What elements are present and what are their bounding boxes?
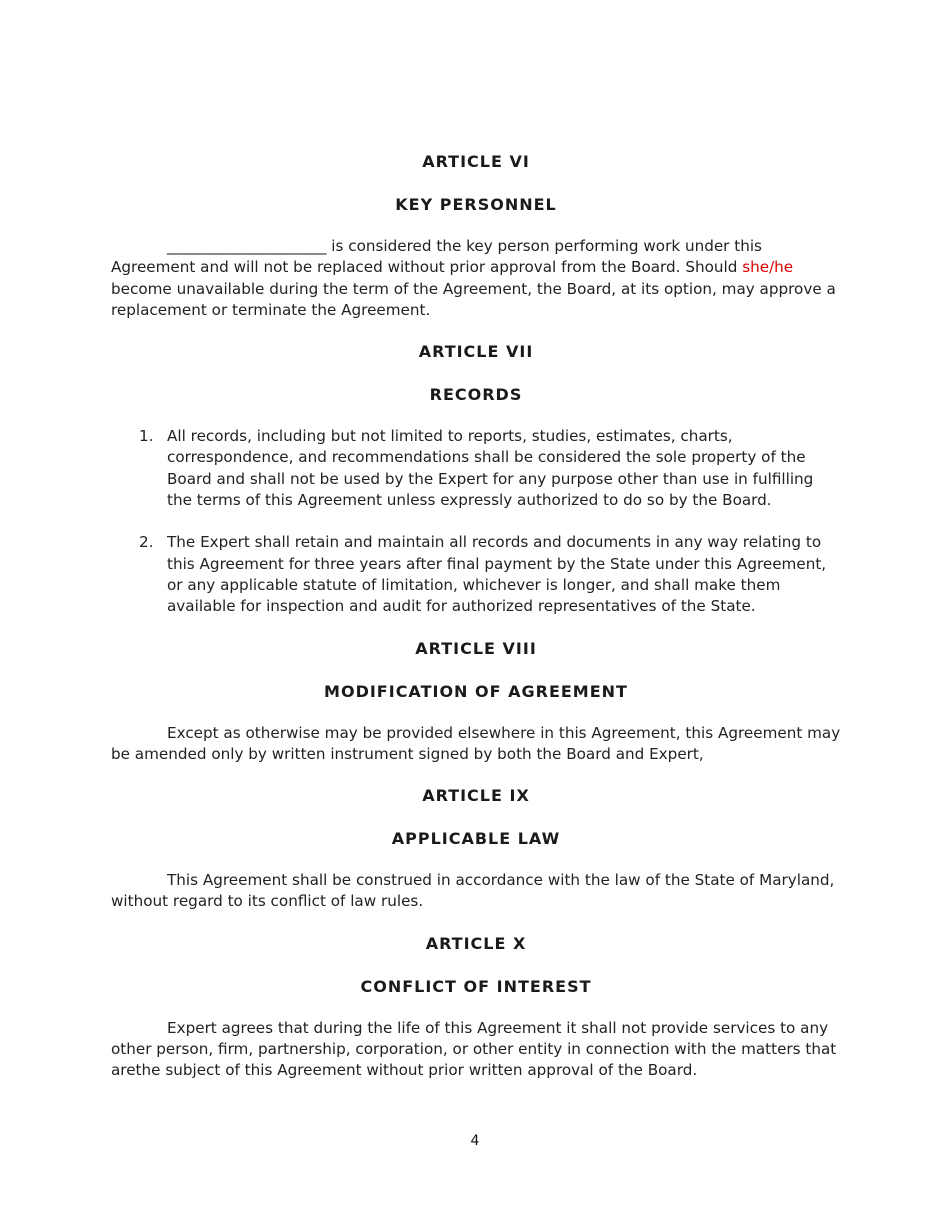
article-9-paragraph: This Agreement shall be construed in accordance with the law of the State of Maryland, without regard to its conflict of law rules. bbox=[111, 871, 835, 911]
article-6-title: KEY PERSONNEL bbox=[395, 195, 557, 214]
list-item-number: 1. bbox=[139, 427, 154, 446]
article-7-heading: ARTICLE VII bbox=[418, 342, 534, 362]
article-8-title: MODIFICATION OF AGREEMENT bbox=[324, 681, 628, 701]
article-9-section bbox=[111, 784, 841, 913]
article-6-text-part-1: is considered the key person performing work under this Agreement and will not be replaced without prior approval from the Board. Should bbox=[111, 237, 762, 277]
page-number: 4 bbox=[470, 1133, 480, 1149]
records-list bbox=[111, 426, 841, 617]
article-9-title: APPLICABLE LAW bbox=[391, 829, 561, 849]
article-10-heading: ARTICLE X bbox=[425, 933, 527, 953]
list-item-text: All records, including but not limited to reports, studies, estimates, charts, correspondence, and recommendations shall be considered the sole property of the Board and shall not be used by the Expert for any purpose other than use in fulfilling the terms of this Agreement unless expressly authorized to do so by the Board. bbox=[167, 427, 814, 510]
article-10-paragraph: Expert agrees that during the life of this Agreement it shall not provide services to any other person, firm, partnership, corporation, or other entity in connection with the matters that arethe subject of this Agreement without prior written approval of the Board. bbox=[111, 1018, 837, 1080]
article-6-heading: ARTICLE VI bbox=[422, 152, 530, 171]
article-7-title: RECORDS bbox=[429, 385, 523, 405]
article-8-section bbox=[111, 637, 841, 766]
article-7-section bbox=[111, 340, 841, 617]
article-6-text-part-2: become unavailable during the term of the Agreement, the Board, at its option, may approve a replacement or terminate the Agreement. bbox=[111, 279, 836, 319]
key-person-blank: _____________________ bbox=[167, 237, 327, 255]
article-6-section bbox=[111, 150, 841, 321]
article-10-title: CONFLICT OF INTEREST bbox=[360, 976, 592, 996]
records-list-item bbox=[111, 426, 841, 511]
article-9-heading: ARTICLE IX bbox=[422, 786, 530, 806]
list-item-text: The Expert shall retain and maintain all records and documents in any way relating to this Agreement for three years after final payment by the State under this Agreement, or any applicable statute of limitation, whichever is longer, and shall make them available for inspection and audit for authorized representatives of the State. bbox=[167, 533, 827, 616]
article-8-heading: ARTICLE VIII bbox=[415, 638, 537, 658]
article-6-paragraph bbox=[111, 236, 841, 321]
article-8-paragraph: Except as otherwise may be provided elsewhere in this Agreement, this Agreement may be amended only by written instrument signed by both the Board and Expert, bbox=[111, 723, 841, 763]
list-item-number: 2. bbox=[139, 533, 154, 552]
pronoun-highlight: she/he bbox=[742, 258, 794, 277]
records-list-item bbox=[111, 532, 841, 617]
article-10-section bbox=[111, 932, 841, 1082]
document-content bbox=[111, 150, 841, 1101]
